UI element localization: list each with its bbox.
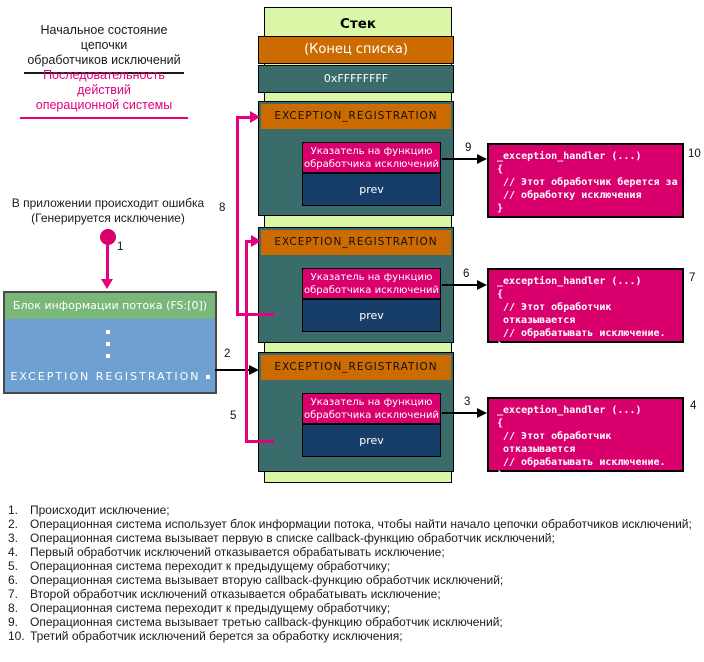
- handler-second-comment2: // обрабатывать исключение.: [503, 328, 666, 339]
- record-1-pointer-line1: Указатель на функцию: [310, 146, 433, 157]
- record-2-pointer-line2: обработчика исключений: [303, 285, 440, 296]
- sentinel-cell: 0xFFFFFFFF: [258, 65, 454, 93]
- record-1-pointer-line2: обработчика исключений: [303, 159, 440, 170]
- connector-label-2: 2: [224, 348, 231, 360]
- step-item-1: [8, 503, 702, 517]
- handler-third-comment1: // Этот обработчик берется за: [503, 177, 678, 188]
- prev-link-upper-top: [236, 116, 251, 119]
- call-first-line: [442, 412, 478, 414]
- step-text: Происходит исключение;: [30, 503, 170, 517]
- step-item-2: [8, 517, 702, 531]
- step-number: 4.: [8, 545, 19, 559]
- prev-link-upper-horizontal: [236, 313, 274, 316]
- prev-link-lower-horizontal: [245, 440, 274, 443]
- tib-entry-text: EXCEPTION REGISTRATION: [10, 370, 201, 383]
- connector-label-9: 9: [465, 142, 472, 154]
- connector-label-3: 3: [464, 396, 471, 408]
- handler-third-signature: _exception_handler (...): [497, 151, 642, 162]
- legend-initial-state: [24, 23, 184, 74]
- step-text: Операционная система вызывает вторую callback-функцию обработчик исключений;: [30, 573, 504, 587]
- step-text: Операционная система переходит к предыдущему обработчику;: [30, 559, 391, 573]
- handler-first-open-brace: {: [497, 418, 504, 429]
- legend-os-sequence: [20, 68, 188, 119]
- prev-link-upper-vertical: [236, 116, 239, 316]
- step-number: 7.: [8, 587, 19, 601]
- record-2-prev-field: prev: [302, 299, 441, 332]
- step-text: Операционная система вызывает первую в списке callback-функцию обработчик исключений;: [30, 531, 555, 545]
- prev-link-lower-arrow-head-icon: [251, 235, 261, 247]
- record-2-pointer-line1: Указатель на функцию: [310, 272, 433, 283]
- ellipsis-dot: [106, 342, 110, 346]
- step-item-6: [8, 573, 702, 587]
- tib-header: Блок информации потока (FS:[0]): [5, 293, 215, 319]
- step-item-4: [8, 545, 702, 559]
- step-number: 2.: [8, 517, 19, 531]
- prev-link-lower-vertical: [245, 240, 248, 443]
- stack-title: Стек: [339, 16, 377, 32]
- legend-os-line2: операционной системы: [35, 98, 173, 112]
- exception-registration-record-1: [258, 101, 454, 216]
- record-3-handler-pointer: [302, 393, 441, 424]
- step-item-10: [8, 629, 702, 643]
- connector-label-6: 6: [463, 268, 470, 280]
- handler-third-close-brace: }: [497, 203, 504, 214]
- record-2-header: EXCEPTION_REGISTRATION: [261, 230, 451, 255]
- handler-first-close-brace: }: [497, 470, 504, 481]
- step-label-7: 7: [689, 272, 696, 284]
- end-of-list-cell: (Конец списка): [258, 36, 454, 64]
- error-note-line1: В приложении происходит ошибка: [11, 196, 205, 210]
- exception-registration-record-3: [258, 352, 454, 472]
- step-text: Третий обработчик исключений берется за обработку исключения;: [30, 629, 403, 643]
- handler-box-second: [487, 268, 684, 352]
- step-number: 8.: [8, 601, 19, 615]
- step-text: Операционная система использует блок информации потока, чтобы найти начало цепочки обработчиков исключений;: [30, 517, 692, 531]
- handler-first-comment2: // обрабатывать исключение.: [503, 457, 666, 468]
- step-text: Операционная система вызывает третью callback-функцию обработчик исключений;: [30, 615, 503, 629]
- exception-arrow-line: [106, 245, 109, 280]
- step-label-10: 10: [688, 148, 701, 160]
- step-number: 10.: [8, 629, 25, 643]
- step-number: 3.: [8, 531, 19, 545]
- connector-label-8: 8: [219, 202, 226, 214]
- prev-link-upper-arrow-head-icon: [250, 111, 260, 123]
- record-3-pointer-line1: Указатель на функцию: [310, 397, 433, 408]
- exception-origin-dot: [100, 229, 116, 245]
- record-1-prev-field: prev: [302, 173, 441, 206]
- record-1-header: EXCEPTION_REGISTRATION: [261, 104, 451, 129]
- error-note: [8, 196, 208, 225]
- call-first-arrow-head-icon: [477, 408, 487, 418]
- step-item-5: [8, 559, 702, 573]
- record-3-pointer-line2: обработчика исключений: [303, 410, 440, 421]
- handler-third-open-brace: {: [497, 164, 504, 175]
- steps-list: [8, 503, 702, 643]
- step-number: 5.: [8, 559, 19, 573]
- handler-second-close-brace: }: [497, 341, 504, 352]
- ellipsis-dot: [106, 354, 110, 358]
- record-1-handler-pointer: [302, 142, 441, 173]
- step-item-8: [8, 601, 702, 615]
- connector-label-1: 1: [117, 241, 124, 253]
- handler-box-first: [487, 397, 684, 481]
- step-label-4: 4: [690, 400, 697, 412]
- exception-registration-record-2: [258, 227, 454, 343]
- thread-info-block: [3, 291, 217, 394]
- step-item-3: [8, 531, 702, 545]
- legend-os-line1: Последовательность действий: [43, 68, 165, 97]
- call-second-arrow-head-icon: [477, 280, 487, 290]
- handler-box-third: [487, 143, 684, 218]
- tib-lookup-arrow-head-icon: [249, 365, 259, 375]
- step-text: Операционная система переходит к предыдущему обработчику;: [30, 601, 391, 615]
- record-2-handler-pointer: [302, 268, 441, 299]
- step-text: Первый обработчик исключений отказывается обрабатывать исключение;: [30, 545, 445, 559]
- record-3-prev-field: prev: [302, 424, 441, 457]
- exception-arrow-head-icon: [101, 279, 113, 289]
- step-item-7: [8, 587, 702, 601]
- step-number: 9.: [8, 615, 19, 629]
- handler-first-comment1: // Этот обработчик отказывается: [503, 431, 612, 455]
- step-number: 6.: [8, 573, 19, 587]
- legend-initial-line1: Начальное состояние цепочки: [40, 23, 168, 52]
- step-item-9: [8, 615, 702, 629]
- error-note-line2: (Генерируется исключение): [31, 210, 185, 225]
- handler-third-comment2: // обработку исключения: [503, 190, 642, 201]
- connector-label-5: 5: [230, 410, 237, 422]
- call-second-line: [442, 284, 478, 286]
- ellipsis-dot: [106, 330, 110, 334]
- handler-second-comment1: // Этот обработчик отказывается: [503, 302, 612, 326]
- tib-exception-registration-entry: [5, 370, 215, 383]
- pointer-mark-icon: [206, 375, 210, 379]
- call-third-line: [442, 158, 478, 160]
- handler-first-signature: _exception_handler (...): [497, 405, 642, 416]
- step-number: 1.: [8, 503, 19, 517]
- record-3-header: EXCEPTION_REGISTRATION: [261, 355, 451, 380]
- legend-initial-line2: обработчиков исключений: [27, 53, 181, 67]
- call-third-arrow-head-icon: [477, 154, 487, 164]
- handler-second-signature: _exception_handler (...): [497, 276, 642, 287]
- handler-second-open-brace: {: [497, 289, 504, 300]
- step-text: Второй обработчик исключений отказывается обрабатывать исключение;: [30, 587, 441, 601]
